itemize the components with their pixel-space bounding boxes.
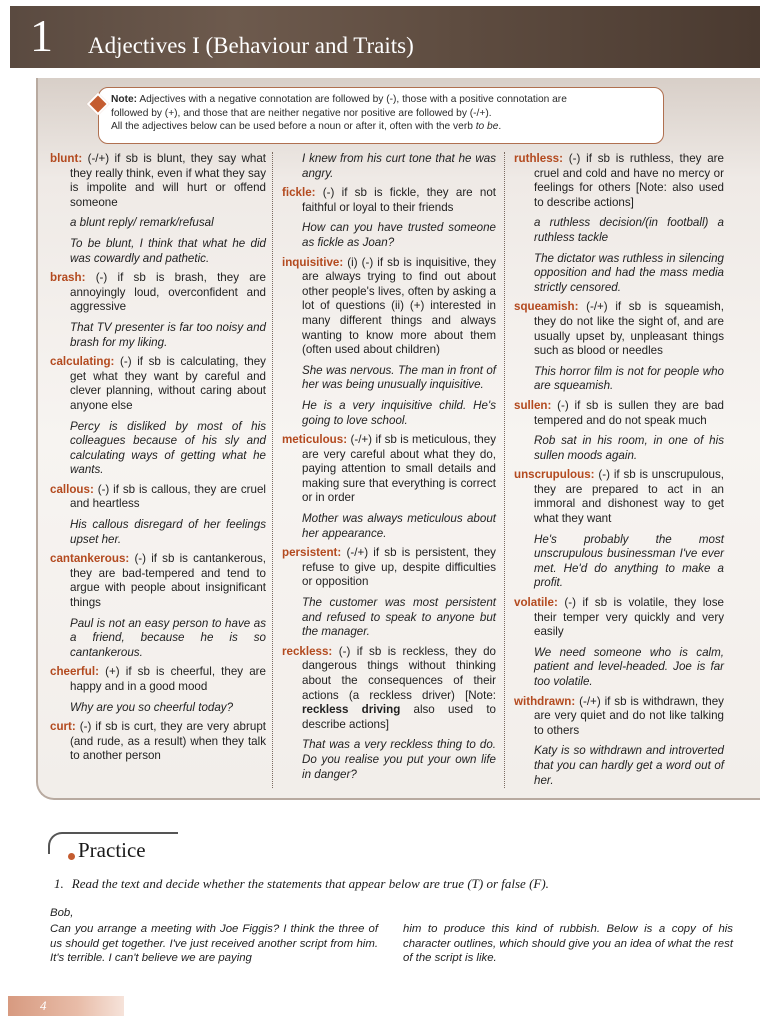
entry-unscrupulous	[514, 468, 724, 591]
entry-brash	[50, 271, 266, 350]
example: a ruthless decision/(in football) a ruthless tackle	[534, 216, 724, 244]
example: Rob sat in his room, in one of his sullen moods again.	[534, 434, 724, 462]
headword: curt:	[50, 720, 76, 734]
letter-column-1: Can you arrange a meeting with Joe Figgis? I think the three of us should get together. I've just received another script from him. It's terrible. I can't believe we are paying	[50, 923, 378, 965]
definition: (-) if sb is fickle, they are not faithful or loyal to their friends	[302, 186, 496, 214]
definition: (-) if sb is ruthless, they are cruel and cold and have no mercy or feelings for others [Note: also used to describe actions]	[534, 152, 724, 209]
example: To be blunt, I think that what he did was cowardly and pathetic.	[70, 236, 266, 265]
entry-squeamish	[514, 300, 724, 394]
example: She was nervous. The man in front of her was being unusually inquisitive.	[302, 363, 496, 392]
headword: inquisitive:	[282, 255, 344, 269]
headword: calculating:	[50, 355, 115, 369]
page-number: 4	[40, 998, 47, 1013]
note-line3: All the adjectives below can be used before a noun or after it, often with the verb	[111, 121, 476, 132]
definition: (-/+) if sb is withdrawn, they are very quiet and do not like talking to others	[534, 694, 724, 737]
letter-column-2: him to produce this kind of rubbish. Below is a copy of his character outlines, which should give you an idea of what the rest of the script is like.	[403, 923, 733, 965]
entry-fickle	[282, 186, 496, 250]
headword: volatile:	[514, 596, 558, 610]
letter-greeting: Bob,	[50, 907, 74, 919]
entry-meticulous	[282, 433, 496, 541]
unit-header	[10, 6, 760, 68]
note-line3-end: .	[498, 121, 502, 132]
headword: unscrupulous:	[514, 468, 595, 482]
headword: callous:	[50, 482, 94, 496]
entry-persistent	[282, 546, 496, 640]
definition: (-) if sb is sullen they are bad tempered and do not speak much	[534, 398, 724, 427]
example: He's probably the most unscrupulous businessman I've ever met. He'd do anything to make a profit.	[534, 532, 724, 590]
definition: (+) if sb is cheerful, they are happy and in a good mood	[70, 665, 266, 693]
definition: (i) (-) if sb is inquisitive, they are always trying to find out about other people's lives, often by asking a lot of questions (ii) (+) interested in many different things and always wanting to know more about them (often used about children)	[302, 255, 496, 357]
example: He is a very inquisitive child. He's going to love school.	[302, 398, 496, 427]
headword: meticulous:	[282, 433, 348, 447]
column-2	[282, 152, 496, 782]
page-number-bar	[8, 996, 124, 1016]
headword: cantankerous:	[50, 552, 130, 566]
definition-bold: reckless driving	[302, 703, 401, 717]
example: a blunt reply/ remark/refusal	[70, 216, 214, 230]
definition: (-) if sb is volatile, they lose their temper very quickly and very easily	[534, 596, 724, 639]
example: We need someone who is calm, patient and level-headed. Joe is far too volatile.	[534, 645, 724, 688]
note-label: Note:	[111, 94, 138, 105]
definition: (-) if sb is calculating, they get what they want by careful and clever planning, without caring about anyone else	[70, 355, 266, 412]
example: This horror film is not for people who are squeamish.	[534, 364, 724, 393]
exercise-number: 1.	[54, 876, 64, 891]
example: How can you have trusted someone as fickle as Joan?	[302, 221, 496, 249]
exercise-instruction	[54, 876, 734, 892]
entry-inquisitive	[282, 256, 496, 429]
headword: persistent:	[282, 546, 342, 560]
example: Percy is disliked by most of his colleagues because of his sly and calculating ways of getting what he wants.	[70, 419, 266, 477]
column-3	[514, 152, 724, 788]
definition: (-/+) if sb is persistent, they refuse to give up, despite difficulties or opposition	[302, 546, 496, 589]
note-line3-italic: to be	[475, 121, 499, 132]
note-line2: followed by (+), and those that are neither negative nor positive are followed by (-/+).	[111, 107, 492, 119]
example: I knew from his curt tone that he was angry.	[302, 152, 496, 180]
entry-ruthless	[514, 152, 724, 295]
unit-number: 1	[30, 10, 53, 61]
definition: (-/+) if sb is blunt, they say what they really think, even if what they say is impolite and will hurt or offend someone	[70, 152, 266, 209]
example: The customer was most persistent and refused to speak to anyone but the manager.	[302, 596, 496, 639]
note-line1: Adjectives with a negative connotation are followed by (-), those with a positive connotation are	[139, 94, 567, 105]
entry-sullen	[514, 399, 724, 463]
entry-cantankerous	[50, 552, 266, 660]
practice-heading: Practice	[78, 838, 146, 862]
column-1	[50, 152, 266, 764]
headword: ruthless:	[514, 152, 563, 165]
entry-reckless	[282, 645, 496, 782]
definition: (-) if sb is unscrupulous, they are prepared to act in an immoral and dishonest way to get what they want	[534, 468, 724, 526]
example: Mother was always meticulous about her appearance.	[302, 512, 496, 540]
example: The dictator was ruthless in silencing opposition and had the mass media strictly censored.	[534, 251, 724, 294]
definition: (-) if sb is cantankerous, they are bad-tempered and tend to argue with people about insignificant things	[70, 552, 266, 610]
entry-blunt	[50, 152, 266, 266]
example: That was a very reckless thing to do. Do you realise you put your own life in danger?	[302, 738, 496, 781]
example: His callous disregard of her feelings upset her.	[70, 518, 266, 546]
unit-title: Adjectives I (Behaviour and Traits)	[88, 33, 414, 58]
headword: cheerful:	[50, 665, 99, 679]
headword: withdrawn:	[514, 694, 576, 708]
entry-volatile	[514, 596, 724, 690]
column-divider	[272, 152, 273, 788]
definition: (-/+) if sb is meticulous, they are very careful about what they do, paying attention to small details and making sure that everything is correct or in order	[302, 433, 496, 505]
headword: reckless:	[282, 644, 333, 658]
example: Why are you so cheerful today?	[70, 700, 234, 714]
definition: (-) if sb is reckless, they do dangerous things without thinking about the consequences of their actions (a reckless driver) [Note:	[302, 644, 496, 702]
entry-curt	[50, 720, 266, 764]
headword: fickle:	[282, 186, 316, 200]
definition: (-) if sb is curt, they are very abrupt (and rude, as a result) when they talk to another person	[70, 720, 266, 763]
entry-cheerful	[50, 665, 266, 715]
instruction-text: Read the text and decide whether the statements that appear below are true (T) or false (F).	[71, 876, 549, 891]
column-divider	[504, 152, 505, 788]
entry-withdrawn	[514, 695, 724, 789]
definition: (-/+) if sb is squeamish, they do not like the sight of, and are usually upset by, unpleasant things such as blood or needles	[534, 300, 724, 358]
example: That TV presenter is far too noisy and brash for my liking.	[70, 320, 266, 349]
entry-curt-cont	[282, 152, 496, 181]
entry-calculating	[50, 355, 266, 478]
example: Katy is so withdrawn and introverted that you can hardly get a word out of her.	[534, 744, 724, 787]
definition: (-) if sb is callous, they are cruel and heartless	[70, 482, 266, 511]
bullet-dot-icon	[68, 853, 75, 860]
headword: squeamish:	[514, 300, 579, 314]
definition: (-) if sb is brash, they are annoyingly loud, overconfident and aggressive	[70, 271, 266, 314]
definition-end: also used to describe actions]	[302, 703, 496, 731]
note-box	[98, 87, 664, 144]
entry-callous	[50, 483, 266, 547]
headword: brash:	[50, 271, 86, 285]
headword: blunt:	[50, 152, 83, 165]
example: Paul is not an easy person to have as a friend, because he is so cantankerous.	[70, 616, 266, 659]
headword: sullen:	[514, 398, 552, 412]
